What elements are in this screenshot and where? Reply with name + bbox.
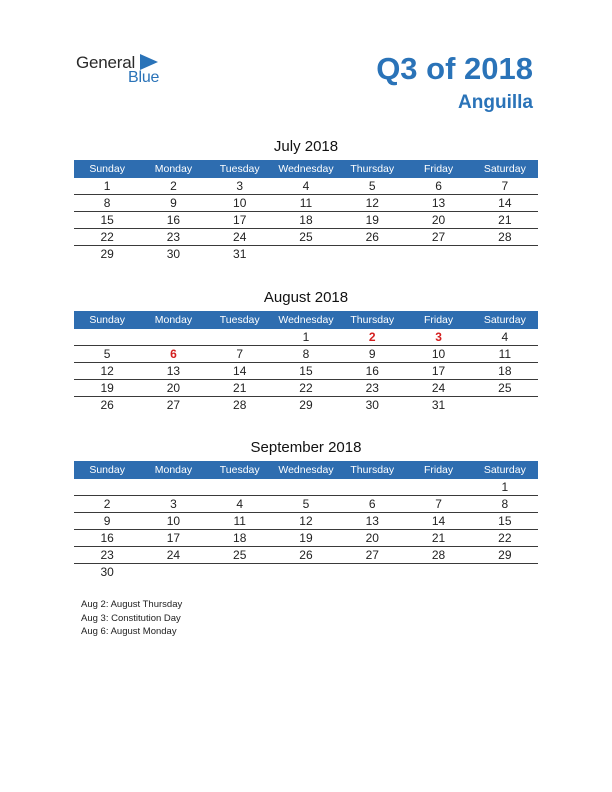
weekday-header-row: [74, 311, 538, 329]
calendar-grid: [74, 461, 538, 580]
day-cell: 3: [405, 329, 471, 346]
day-cell: [472, 246, 538, 263]
day-cell: 17: [207, 212, 273, 229]
week-row: [74, 496, 538, 513]
weekday-header: Saturday: [472, 461, 538, 479]
week-row: [74, 212, 538, 229]
week-row: [74, 363, 538, 380]
weekday-header-row: [74, 461, 538, 479]
month-september: [74, 439, 538, 580]
day-cell: 29: [299, 398, 313, 412]
day-cell: [140, 564, 206, 581]
day-cell: 1: [273, 329, 339, 346]
day-cell: [405, 479, 471, 496]
day-cell: [405, 564, 471, 581]
day-cell: 22: [74, 229, 140, 246]
day-cell: 18: [472, 363, 538, 380]
week-row: [74, 547, 538, 564]
day-cell: 6: [339, 496, 405, 513]
day-cell: 22: [273, 380, 339, 397]
day-cell: 4: [273, 178, 339, 195]
day-cell: 25: [207, 547, 273, 564]
day-cell: 16: [339, 363, 405, 380]
day-cell: 12: [74, 363, 140, 380]
weekday-header: Friday: [405, 461, 471, 479]
day-cell: 12: [339, 195, 405, 212]
day-cell: [339, 479, 405, 496]
day-cell: 31: [431, 398, 446, 412]
day-cell: 30: [100, 565, 114, 579]
day-cell: 5: [74, 346, 140, 363]
week-row: [74, 329, 538, 346]
day-cell: 11: [472, 346, 538, 363]
day-cell: [207, 329, 273, 346]
day-cell: 7: [405, 496, 471, 513]
day-cell: 14: [405, 513, 471, 530]
weekday-header: Wednesday: [273, 311, 339, 329]
calendar-grid: [74, 160, 538, 262]
day-cell: 30: [365, 398, 379, 412]
week-row: [74, 380, 538, 397]
week-row: [74, 178, 538, 195]
day-cell: 23: [339, 380, 405, 397]
day-cell: 26: [100, 398, 114, 412]
day-cell: [207, 479, 273, 496]
day-cell: [273, 479, 339, 496]
day-cell: [140, 479, 206, 496]
day-cell: 13: [405, 195, 471, 212]
day-cell: 29: [100, 247, 114, 261]
day-cell: 21: [405, 530, 471, 547]
day-cell: 8: [74, 195, 140, 212]
day-cell: 16: [74, 530, 140, 547]
logo-triangle-icon: [140, 54, 158, 70]
day-cell: 6: [405, 178, 471, 195]
weekday-header: Friday: [405, 160, 471, 178]
day-cell: 9: [74, 513, 140, 530]
week-row: [74, 564, 538, 581]
calendar-grid: [74, 311, 538, 413]
weekday-header: Sunday: [74, 461, 140, 479]
day-cell: 23: [140, 229, 206, 246]
day-cell: 10: [405, 346, 471, 363]
day-cell: 30: [166, 247, 181, 261]
day-cell: 20: [339, 530, 405, 547]
day-cell: 14: [207, 363, 273, 380]
day-cell: 15: [273, 363, 339, 380]
day-cell: [207, 564, 273, 581]
day-cell: 10: [207, 195, 273, 212]
day-cell: 18: [207, 530, 273, 547]
weekday-header: Monday: [140, 461, 206, 479]
day-cell: 21: [207, 380, 273, 397]
weekday-header: Wednesday: [273, 160, 339, 178]
day-cell: 9: [140, 195, 206, 212]
day-cell: [472, 397, 538, 414]
day-cell: 28: [405, 547, 471, 564]
day-cell: 10: [140, 513, 206, 530]
day-cell: 17: [405, 363, 471, 380]
weekday-header: Thursday: [339, 311, 405, 329]
month-title: August 2018: [263, 289, 349, 306]
day-cell: 4: [207, 496, 273, 513]
day-cell: 28: [233, 398, 247, 412]
day-cell: 27: [339, 547, 405, 564]
day-cell: 15: [74, 212, 140, 229]
day-cell: 26: [339, 229, 405, 246]
day-cell: 28: [472, 229, 538, 246]
day-cell: 27: [166, 398, 181, 412]
month-title: July 2018: [273, 138, 339, 155]
day-cell: 9: [339, 346, 405, 363]
country-name: Anguilla: [458, 92, 533, 113]
day-cell: 27: [405, 229, 471, 246]
day-cell: 21: [472, 212, 538, 229]
day-cell: 13: [140, 363, 206, 380]
page-title: Q3 of 2018: [376, 51, 533, 86]
day-cell: 20: [140, 380, 206, 397]
day-cell: 2: [74, 496, 140, 513]
day-cell: 1: [472, 479, 538, 496]
logo-blue-text: Blue: [128, 69, 160, 86]
day-cell: 24: [140, 547, 206, 564]
week-row: [74, 246, 538, 263]
day-cell: 23: [74, 547, 140, 564]
day-cell: 24: [207, 229, 273, 246]
weekday-header: Wednesday: [273, 461, 339, 479]
week-row: [74, 195, 538, 212]
day-cell: 11: [207, 513, 273, 530]
day-cell: 8: [273, 346, 339, 363]
day-cell: 5: [339, 178, 405, 195]
weekday-header: Monday: [140, 160, 206, 178]
day-cell: 26: [273, 547, 339, 564]
day-cell: 2: [140, 178, 206, 195]
weekday-header: Sunday: [74, 311, 140, 329]
weekday-header-row: [74, 160, 538, 178]
day-cell: 25: [472, 380, 538, 397]
day-cell: 19: [74, 380, 140, 397]
month-july: [74, 138, 538, 262]
week-row: [74, 513, 538, 530]
day-cell: 7: [207, 346, 273, 363]
holiday-note: Aug 6: August Monday: [81, 626, 177, 637]
day-cell: 3: [207, 178, 273, 195]
day-cell: 4: [472, 329, 538, 346]
weekday-header: Sunday: [74, 160, 140, 178]
week-row: [74, 530, 538, 547]
day-cell: [472, 564, 538, 581]
day-cell: 3: [140, 496, 206, 513]
weekday-header: Friday: [405, 311, 471, 329]
logo: [76, 52, 186, 92]
month-august: [74, 289, 538, 413]
day-cell: 29: [472, 547, 538, 564]
day-cell: 20: [405, 212, 471, 229]
day-cell: 1: [74, 178, 140, 195]
day-cell: 31: [233, 247, 247, 261]
weekday-header: Tuesday: [207, 311, 273, 329]
day-cell: 5: [273, 496, 339, 513]
month-title: September 2018: [250, 439, 362, 456]
day-cell: 24: [405, 380, 471, 397]
day-cell: 7: [472, 178, 538, 195]
day-cell: 2: [339, 329, 405, 346]
day-cell: [140, 329, 206, 346]
day-cell: [74, 479, 140, 496]
week-row: [74, 346, 538, 363]
day-cell: 22: [472, 530, 538, 547]
day-cell: 6: [140, 346, 206, 363]
day-cell: 17: [140, 530, 206, 547]
day-cell: 12: [273, 513, 339, 530]
day-cell: [405, 246, 471, 263]
weekday-header: Thursday: [339, 160, 405, 178]
day-cell: 19: [339, 212, 405, 229]
holiday-note: Aug 2: August Thursday: [81, 599, 183, 610]
weekday-header: Saturday: [472, 160, 538, 178]
day-cell: 19: [273, 530, 339, 547]
day-cell: [339, 246, 405, 263]
logo-general-text: General: [76, 53, 136, 72]
weekday-header: Thursday: [339, 461, 405, 479]
day-cell: 11: [273, 195, 339, 212]
weekday-header: Saturday: [472, 311, 538, 329]
day-cell: [273, 564, 339, 581]
day-cell: 16: [140, 212, 206, 229]
week-row: [74, 479, 538, 496]
weekday-header: Tuesday: [207, 160, 273, 178]
day-cell: 8: [472, 496, 538, 513]
day-cell: [273, 246, 339, 263]
day-cell: [74, 329, 140, 346]
day-cell: [339, 564, 405, 581]
day-cell: 15: [472, 513, 538, 530]
weekday-header: Monday: [140, 311, 206, 329]
day-cell: 18: [273, 212, 339, 229]
day-cell: 25: [273, 229, 339, 246]
week-row: [74, 229, 538, 246]
holiday-note: Aug 3: Constitution Day: [81, 612, 181, 624]
weekday-header: Tuesday: [207, 461, 273, 479]
day-cell: 13: [339, 513, 405, 530]
day-cell: 14: [472, 195, 538, 212]
holiday-notes: [81, 598, 182, 639]
week-row: [74, 397, 538, 414]
